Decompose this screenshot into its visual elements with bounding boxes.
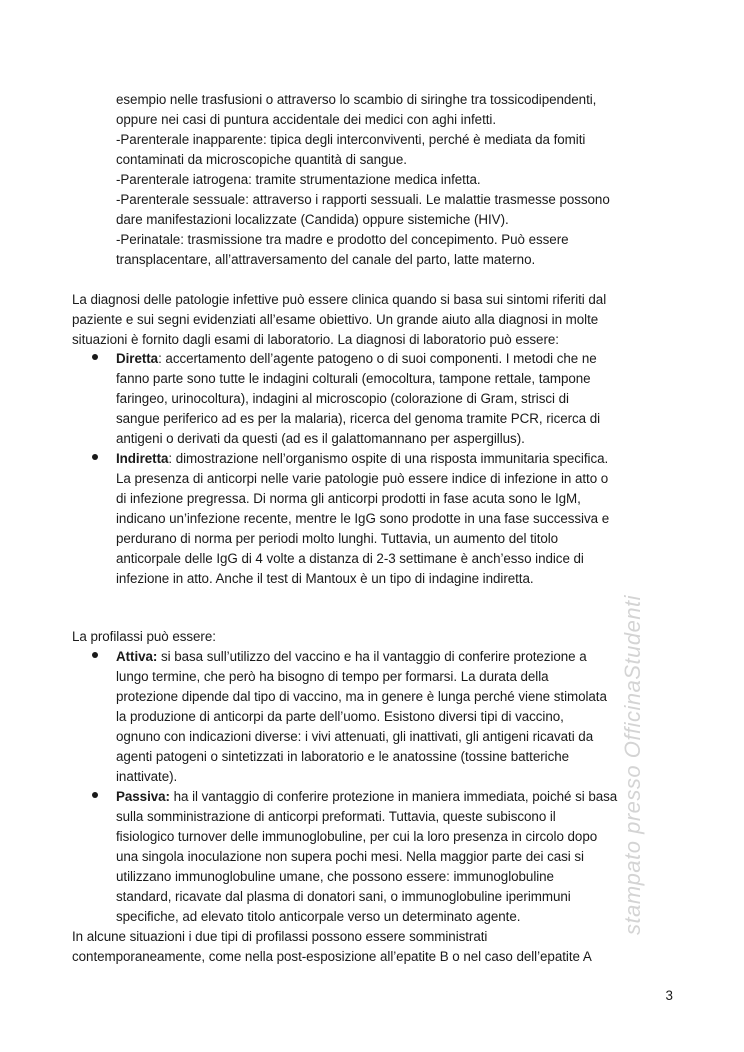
bullet-icon — [92, 652, 98, 658]
text-line: -Parenterale iatrogena: tramite strumentazione medica infetta. — [116, 172, 481, 187]
paragraph-line: In alcune situazioni i due tipi di profilassi possono essere somministrati — [72, 929, 488, 944]
text-line: transplacentare, all’attraversamento del canale del parto, latte materno. — [116, 252, 536, 267]
term-passiva: Passiva: — [116, 789, 170, 804]
list-item-indiretta — [116, 449, 608, 468]
text-line: utilizzano immunoglobuline umane, che possono essere: immunoglobuline — [116, 869, 554, 884]
text-line: lungo termine, che però ha bisogno di tempo per formarsi. La durata della — [116, 669, 549, 684]
text-line: agenti patogeni o sintetizzati in laboratorio e le anatossine (tossine batteriche — [116, 749, 570, 764]
text-line: standard, ricavate dal plasma di donatori sani, o immunoglobuline iperimmuni — [116, 889, 571, 904]
paragraph-line: situazioni è fornito dagli esami di laboratorio. La diagnosi di laboratorio può essere: — [72, 332, 559, 347]
text-line: antigeni o derivati da questi (ad es il galattomannano per aspergillus). — [116, 431, 525, 446]
text-line: sangue periferico ad es per la malaria), ricerca del genoma tramite PCR, ricerca di — [116, 411, 601, 426]
list-item-attiva — [116, 647, 587, 666]
paragraph-line: La profilassi può essere: — [72, 629, 216, 644]
text-line: -Perinatale: trasmissione tra madre e prodotto del concepimento. Può essere — [116, 232, 569, 247]
bullet-icon — [92, 792, 98, 798]
text-line: di infezione pregressa. Di norma gli anticorpi prodotti in fase acuta sono le IgM, — [116, 491, 581, 506]
text-line: oppure nei casi di puntura accidentale dei medici con aghi infetti. — [116, 112, 497, 127]
paragraph-line: La diagnosi delle patologie infettive può essere clinica quando si basa sui sintomi riferiti dal — [72, 292, 607, 307]
paragraph-line: contemporaneamente, come nella post-esposizione all’epatite B o nel caso dell’epatite A — [72, 949, 592, 964]
term-attiva: Attiva: — [116, 649, 158, 664]
text-line: anticorpale delle IgG di 4 volte a distanza di 2-3 settimane è anch’esso indice di — [116, 551, 584, 566]
list-item-text: ha il vantaggio di conferire protezione in maniera immediata, poiché si basa — [169, 789, 618, 804]
list-item-diretta — [116, 349, 597, 368]
text-line: -Parenterale sessuale: attraverso i rapporti sessuali. Le malattie trasmesse possono — [116, 192, 610, 207]
text-line: dare manifestazioni localizzate (Candida) oppure sistemiche (HIV). — [116, 212, 509, 227]
text-line: fisiologico turnover delle immunoglobuline, per cui la loro presenza in circolo dopo — [116, 829, 598, 844]
text-line: una singola inoculazione non supera pochi mesi. Nella maggior parte dei casi si — [116, 849, 584, 864]
text-line: protezione dipende dal tipo di vaccino, ma in genere è lunga perché viene stimolata — [116, 689, 607, 704]
text-line: fanno parte sono tutte le indagini colturali (emocoltura, tampone rettale, tampone — [116, 371, 591, 386]
term-diretta: Diretta — [116, 351, 159, 366]
text-line: la produzione di anticorpi da parte dell’uomo. Esistono diversi tipi di vaccino, — [116, 709, 564, 724]
bullet-icon — [92, 354, 98, 360]
text-line: esempio nelle trasfusioni o attraverso lo scambio di siringhe tra tossicodipendenti, — [116, 92, 597, 107]
text-line: infezione in atto. Anche il test di Mantoux è un tipo di indagine indiretta. — [116, 571, 534, 586]
text-line: indicano un’infezione recente, mentre le IgG sono prodotte in una fase successiva e — [116, 511, 610, 526]
text-line: -Parenterale inapparente: tipica degli interconviventi, perché è mediata da fomiti — [116, 132, 586, 147]
text-line: perdurano di norma per periodi molto lunghi. Tuttavia, un aumento del titolo — [116, 531, 559, 546]
text-line: La presenza di anticorpi nelle varie patologie può essere indice di infezione in atto o — [116, 471, 609, 486]
term-indiretta: Indiretta — [116, 451, 169, 466]
bullet-icon — [92, 454, 98, 460]
list-item-text: : accertamento dell’agente patogeno o di suoi componenti. I metodi che ne — [158, 351, 597, 366]
text-line: specifiche, ad elevato titolo anticorpale verso un determinato agente. — [116, 909, 521, 924]
page-number: 3 — [665, 988, 673, 1003]
list-item-text: : dimostrazione nell’organismo ospite di una risposta immunitaria specifica. — [168, 451, 609, 466]
text-line: ognuno con indicazioni diverse: i vivi attenuati, gli inattivati, gli antigeni ricavati da — [116, 729, 594, 744]
list-item-passiva — [116, 787, 617, 806]
text-line: faringeo, urinocoltura), indagini al microscopio (colorazione di Gram, strisci di — [116, 391, 569, 406]
watermark: stampato presso OfficinaStudenti — [620, 594, 645, 935]
text-line: inattivate). — [116, 769, 178, 784]
list-item-text: si basa sull’utilizzo del vaccino e ha il vantaggio di conferire protezione a — [157, 649, 587, 664]
paragraph-line: paziente e sui segni evidenziati all’esame obiettivo. Un grande aiuto alla diagnosi in molte — [72, 312, 599, 327]
text-line: sulla somministrazione di anticorpi preformati. Tuttavia, queste subiscono il — [116, 809, 556, 824]
text-line: contaminati da microscopiche quantità di sangue. — [116, 152, 407, 167]
